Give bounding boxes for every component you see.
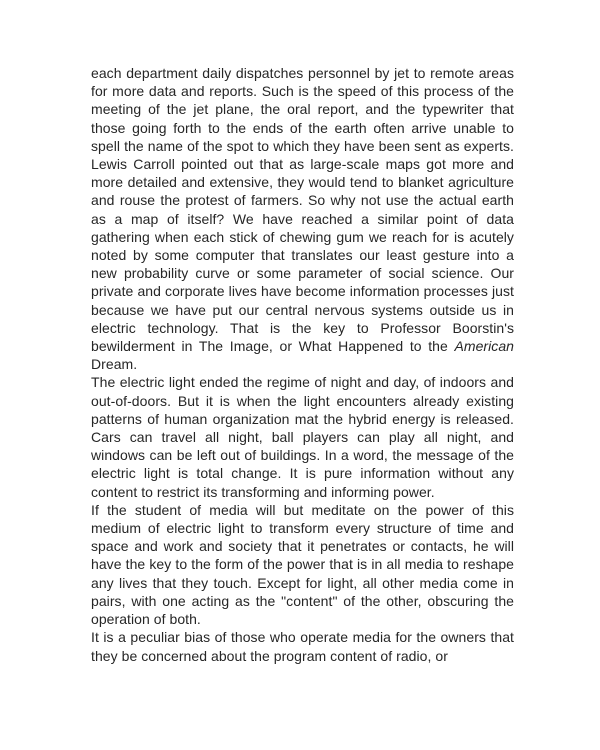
text-segment: If the student of media will but meditate on the power of this medium of electric light to transform every structure of time and space and work and society that it penetrates or contacts, he will have the key to the form of the power that is in all media to reshape any lives that they touch. Except for light, all other media come in pairs, with one acting as the "content" of the other, obscuring the operation of both. xyxy=(91,501,514,628)
paragraph xyxy=(91,64,514,373)
paragraph xyxy=(91,501,514,628)
paragraph xyxy=(91,373,514,500)
italic-text-segment: American xyxy=(454,338,514,355)
text-segment: The electric light ended the regime of night and day, of indoors and out-of-doors. But it is when the light encounters already existing patterns of human organization mat the hybrid energy is released. Cars can travel all night, ball players can play all night, and windows can be left out of buildings. In a word, the message of the electric light is total change. It is pure information without any content to restrict its transforming and informing power. xyxy=(91,374,514,500)
text-segment: It is a peculiar bias of those who operate media for the owners that they be concerned about the program content of radio, or xyxy=(91,629,514,664)
text-segment: each department daily dispatches personnel by jet to remote areas for more data and reports. Such is the speed of this process of the meeting of the jet plane, the oral report, and the typewriter that those going forth to the ends of the earth often arrive unable to spell the name of the spot to which they have been sent as experts. Lewis Carroll pointed out that as large-scale maps got more and more detailed and extensive, they would tend to blanket agriculture and rouse the protest of farmers. So why not use the actual earth as a map of itself? We have reached a similar point of data gathering when each stick of chewing gum we reach for is acutely noted by some computer that translates our least gesture into a new probability curve or some parameter of social science. Our private and corporate lives have become information processes just because we have put our central nervous systems outside us in electric technology. That is the key to Professor Boorstin's bewilderment in The Image, or What Happened to the xyxy=(91,65,514,355)
page-text-block xyxy=(91,64,514,665)
paragraph xyxy=(91,628,514,664)
text-segment: Dream. xyxy=(91,356,138,373)
